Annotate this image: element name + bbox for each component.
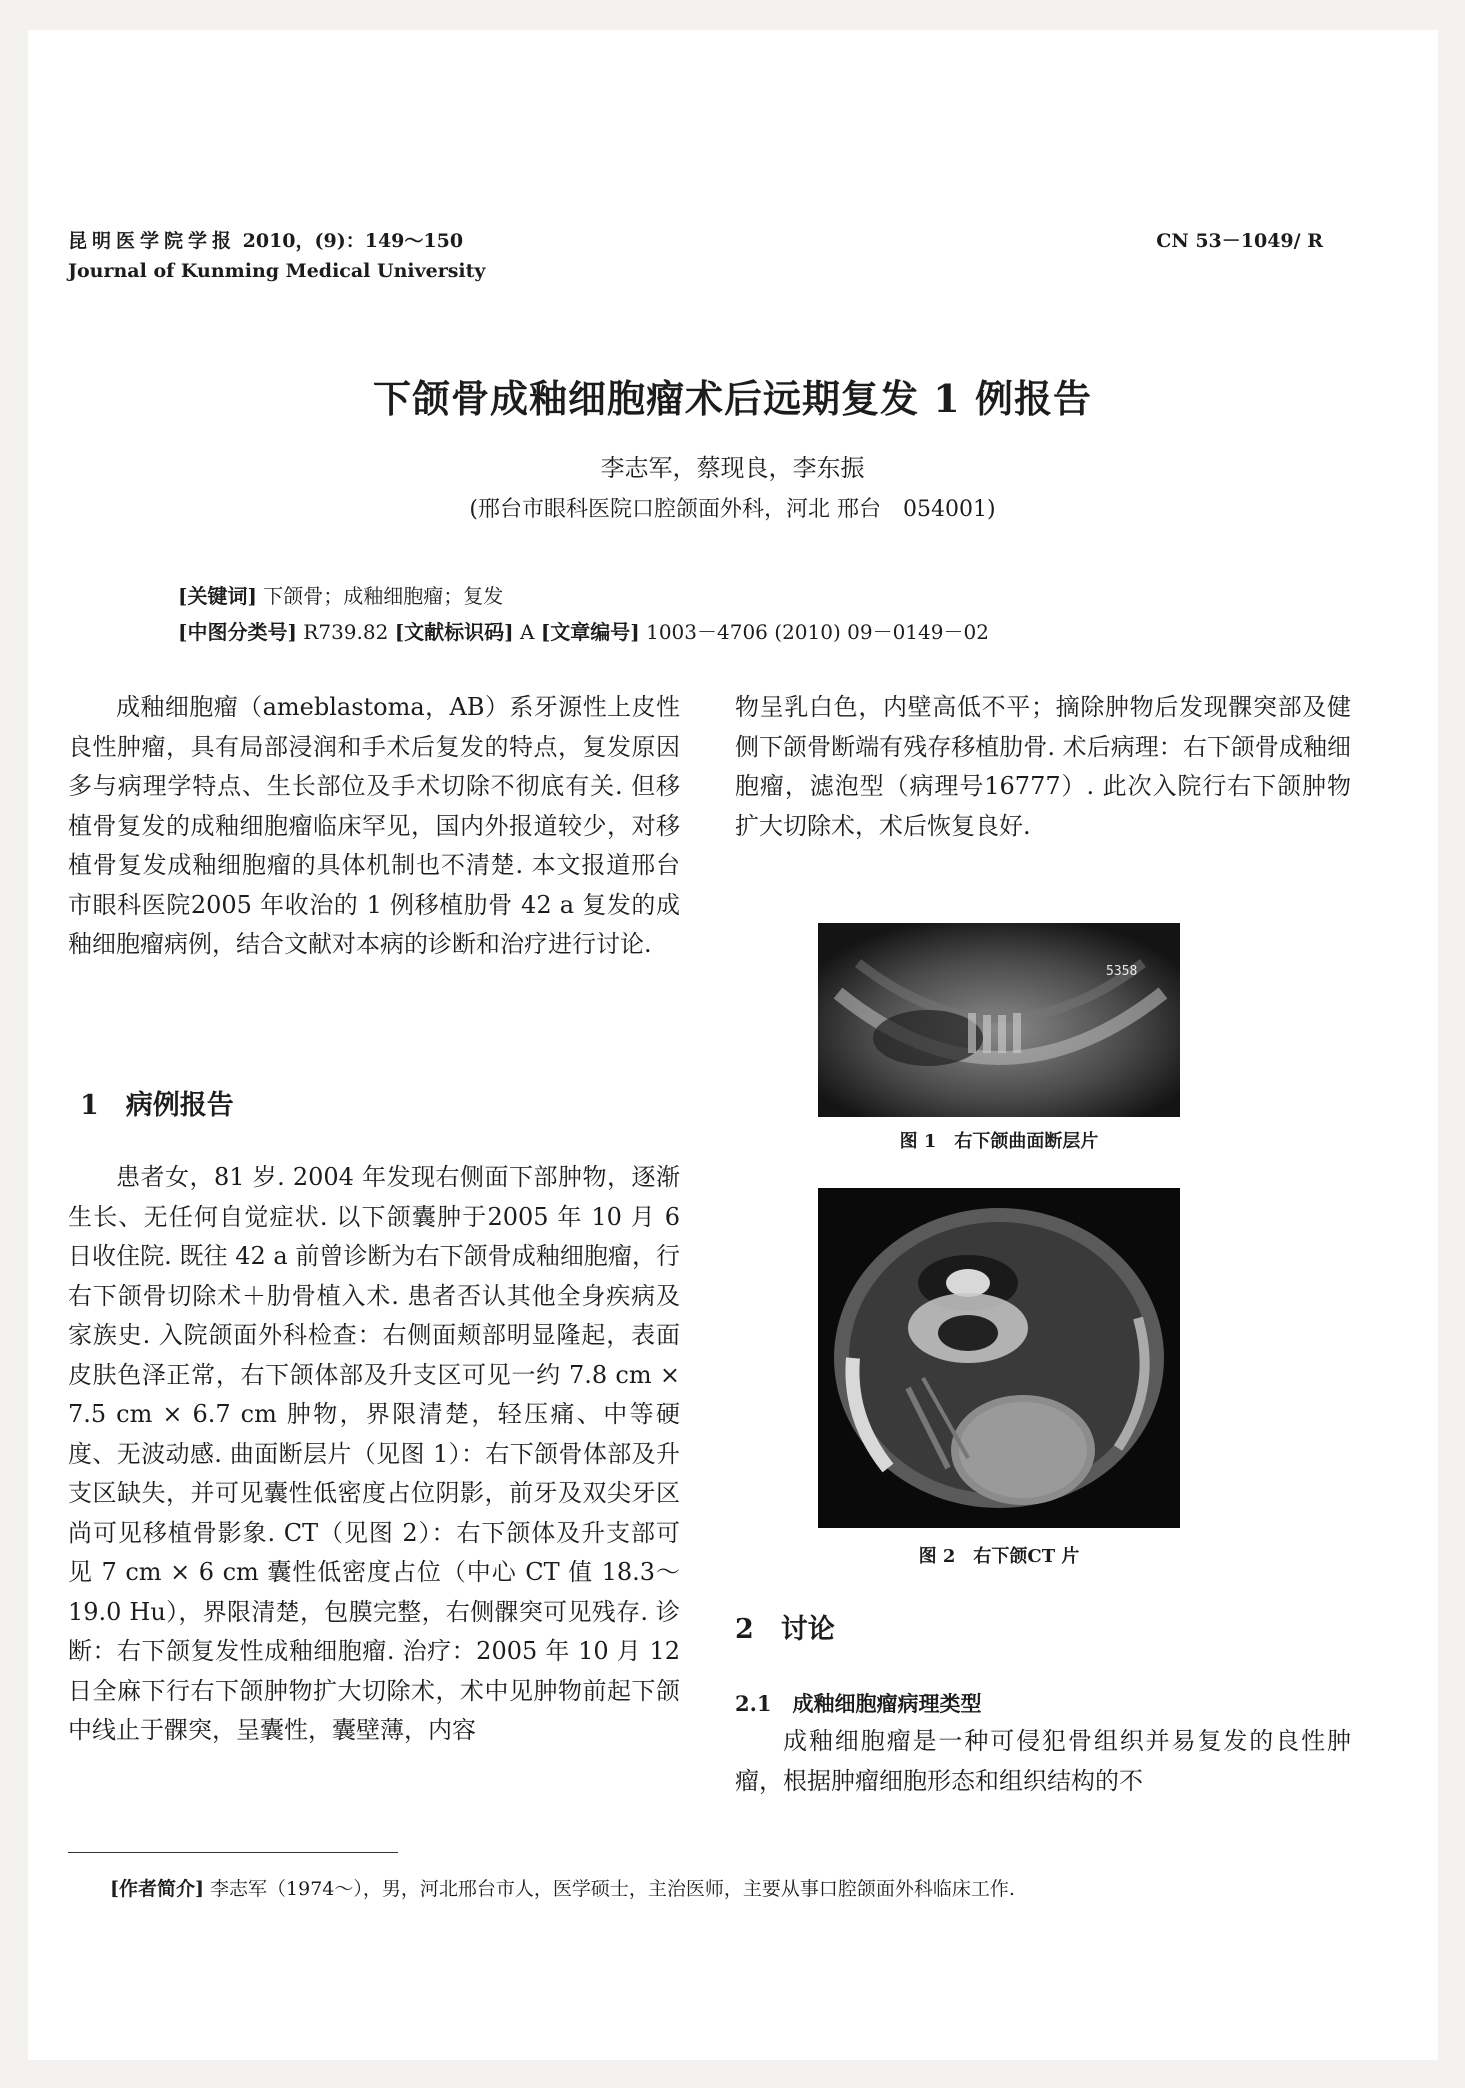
footnote-rule: [68, 1852, 398, 1853]
footnote-text: 李志军（1974～），男，河北邢台市人，医学硕士，主治医师，主要从事口腔颌面外科临床工作.: [210, 1878, 1015, 1900]
journal-name-cn: 昆明医学院学报: [68, 230, 237, 252]
cn-code: CN 53－1049/ R: [1156, 230, 1323, 252]
author-footnote: [110, 1874, 1015, 1901]
doc-code-value: A: [520, 620, 535, 644]
figure-2-ct-scan: [818, 1188, 1180, 1528]
panoramic-xray-image: [818, 923, 1180, 1117]
intro-paragraph-block: [68, 688, 680, 965]
case-paragraph-block: [68, 1158, 680, 1751]
subsection-heading-2-1: 2.1 成釉细胞瘤病理类型: [735, 1691, 982, 1716]
xray-label: 5358: [1106, 964, 1138, 979]
ct-scan-image: [818, 1188, 1180, 1528]
article-number-label: [文章编号]: [540, 620, 640, 644]
intro-paragraph: 成釉细胞瘤（ameblastoma，AB）系牙源性上皮性良性肿瘤，具有局部浸润和手术后复发的特点，复发原因多与病理学特点、生长部位及手术切除不彻底有关. 但移植骨复发的成釉细胞瘤临床罕见，国内外报道较少，对移植骨复发成釉细胞瘤的具体机制也不清楚. 本文报道邢台市眼科医院2005 年收治的 1 例移植肋骨 42 a 复发的成釉细胞瘤病例，结合文献对本病的诊断和治疗进行讨论.: [68, 693, 680, 958]
journal-issue: 2010，(9)：149～150: [242, 230, 464, 252]
figure-1-caption: 图 1 右下颌曲面断层片: [899, 1131, 1099, 1152]
footnote-label: [作者简介]: [110, 1878, 204, 1900]
article-affiliation: (邢台市眼科医院口腔颌面外科，河北 邢台 054001): [469, 497, 996, 522]
keywords-label: [关键词]: [178, 584, 257, 608]
section-heading-1: 1 病例报告: [80, 1090, 234, 1121]
keywords-text: 下颌骨；成釉细胞瘤；复发: [263, 584, 504, 608]
clc-label: [中图分类号]: [178, 620, 297, 644]
figure-2-caption: 图 2 右下颌CT 片: [918, 1546, 1080, 1567]
discussion-paragraph: 成釉细胞瘤是一种可侵犯骨组织并易复发的良性肿瘤，根据肿瘤细胞形态和组织结构的不: [735, 1727, 1351, 1795]
journal-name-en: Journal of Kunming Medical University: [68, 260, 486, 282]
figure-1-panoramic-xray: [818, 923, 1180, 1117]
keywords-block: [178, 578, 989, 650]
doc-code-label: [文献标识码]: [394, 620, 514, 644]
article-number-value: 1003－4706 (2010) 09－0149－02: [646, 620, 989, 644]
discussion-paragraph-block: [735, 1722, 1351, 1801]
case-continued-block: [735, 688, 1351, 846]
case-continued-paragraph: 物呈乳白色，内壁高低不平；摘除肿物后发现髁突部及健侧下颌骨断端有残存移植肋骨. 术后病理：右下颌骨成釉细胞瘤，滤泡型（病理号16777）. 此次入院行右下颌肿物扩大切除术，术后恢复良好.: [735, 693, 1351, 840]
article-title: 下颌骨成釉细胞瘤术后远期复发 1 例报告: [373, 376, 1092, 421]
section-heading-2: 2 讨论: [735, 1614, 835, 1645]
article-authors: 李志军，蔡现良，李东振: [600, 454, 865, 482]
case-paragraph: 患者女，81 岁. 2004 年发现右侧面下部肿物，逐渐生长、无任何自觉症状. 以下颌囊肿于2005 年 10 月 6 日收住院. 既往 42 a 前曾诊断为右下颌骨成釉细胞瘤，行右下颌骨切除术＋肋骨植入术. 患者否认其他全身疾病及家族史. 入院颌面外科检查：右侧面颊部明显隆起，表面皮肤色泽正常，右下颌体部及升支区可见一约 7.8 cm × 7.5 cm × 6.7 cm 肿物，界限清楚，轻压痛、中等硬度、无波动感. 曲面断层片（见图 1）：右下颌骨体部及升支区缺失，并可见囊性低密度占位阴影，前牙及双尖牙区尚可见移植骨影象. CT（见图 2）：右下颌体及升支部可见 7 cm × 6 cm 囊性低密度占位（中心 CT 值 18.3～19.0 Hu），界限清楚，包膜完整，右侧髁突可见残存. 诊断：右下颌复发性成釉细胞瘤. 治疗：2005 年 10 月 12 日全麻下行右下颌肿物扩大切除术，术中见肿物前起下颌中线止于髁突，呈囊性，囊壁薄，内容: [68, 1163, 680, 1744]
clc-value: R739.82: [303, 620, 389, 644]
journal-header: [68, 226, 485, 286]
